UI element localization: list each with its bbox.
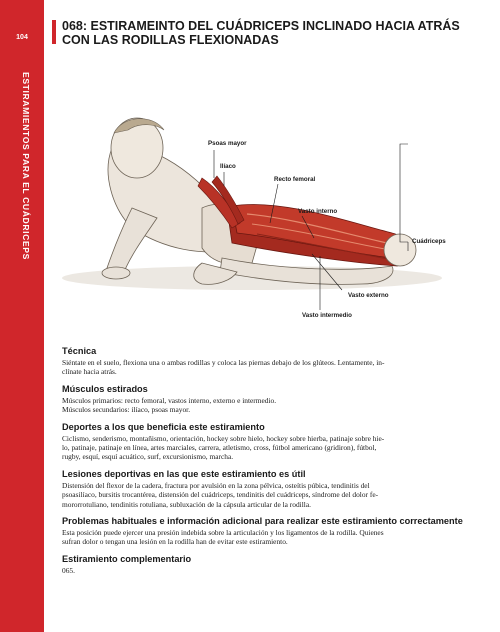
title-accent-bar [52, 20, 56, 44]
label-cuadriceps: Cuádriceps [412, 238, 446, 245]
label-vasto-externo: Vasto externo [348, 292, 389, 299]
section-text: Ciclismo, senderismo, montañismo, orientación, hockey sobre hielo, hockey sobre hierba, patinaje sobre hie- lo, patinaje, patinaje en línea, artes marciales, carrera, atletismo, cross, fútbol americano (gridiron), fútbol, rugby, esquí, esquí acuático, surf, excursionismo, marcha. [62, 433, 385, 462]
section-heading: Músculos estirados [62, 383, 148, 394]
section-heading: Problemas habituales e información adicional para realizar este estiramiento correctamente [62, 516, 463, 527]
section-problemas [62, 516, 474, 547]
sidebar [0, 0, 44, 632]
section-text: Músculos primarios: recto femoral, vastos interno, externo e intermedio. Músculos secundarios: ilíaco, psoas mayor. [62, 395, 277, 415]
section-text: Siéntate en el suelo, flexiona una o ambas rodillas y coloca las piernas debajo de los glúteos. Lentamente, in- clínate hacia atrás. [62, 358, 385, 377]
section-text: Distensión del flexor de la cadera, fractura por avulsión en la zona pélvica, osteítis púbica, tendinitis del psoasilíaco, bursitis trocantérea, distensión del cuádriceps, tendinitis del cuádriceps, síndrome del dolor fe- mororrotuliano, tendinitis rotuliana, subluxación de la cápsula articular de la rodilla. [62, 480, 379, 509]
page-title: 068: ESTIRAMEINTO DEL CUÁDRICEPS INCLINADO HACIA ATRÁS CON LAS RODILLAS FLEXIONADAS [62, 19, 460, 47]
section-heading: Deportes a los que beneficia este estiramiento [62, 421, 265, 432]
label-vasto-intermedio: Vasto intermedio [302, 312, 352, 319]
section-text: 065. [62, 565, 75, 575]
content [62, 346, 474, 582]
page-number: 104 [16, 34, 28, 41]
stretch-illustration [52, 58, 488, 336]
section-deportes [62, 422, 474, 462]
label-psoas-mayor: Psoas mayor [208, 140, 247, 147]
bracket-cuadriceps [400, 144, 408, 242]
section-musculos [62, 384, 474, 415]
section-complementario [62, 554, 474, 575]
anatomy-figure [52, 58, 488, 336]
hand [102, 267, 130, 279]
arm [107, 208, 157, 272]
section-heading: Técnica [62, 346, 97, 356]
sidebar-chapter-title: ESTIRAMIENTOS PARA EL CUÁDRICEPS [21, 72, 31, 260]
label-vasto-interno: Vasto interno [298, 208, 338, 215]
label-iliaco: Ilíaco [220, 163, 236, 170]
section-tecnica [62, 346, 474, 377]
section-lesiones [62, 469, 474, 509]
section-heading: Estiramiento complementario [62, 553, 192, 564]
section-text: Esta posición puede ejercer una presión indebida sobre la articulación y los ligamentos de la rodilla. Quienes sufran dolor o tengan una lesión en la rodilla han de evitar este estiramiento. [62, 528, 384, 547]
label-recto-femoral: Recto femoral [274, 176, 316, 183]
section-heading: Lesiones deportivas en las que este estiramiento es útil [62, 468, 306, 479]
